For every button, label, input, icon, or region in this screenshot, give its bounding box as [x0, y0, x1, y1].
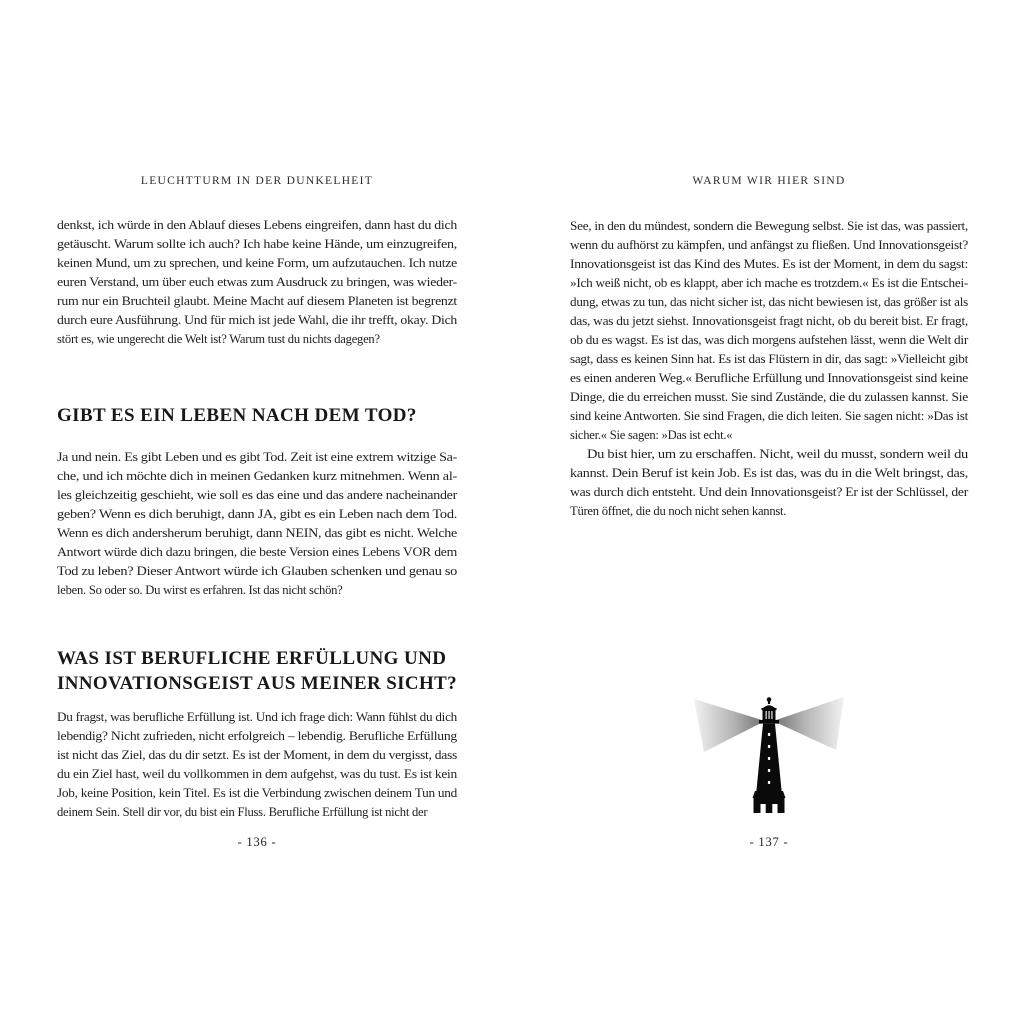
- text-line: geben? Wenn es dich beruhigt, dann JA, gibt es ein Leben nach dem Tod.: [57, 507, 457, 521]
- text-line: Dinge, die du erreichen musst. Sie sind Zustände, die du zulassen kannst. Sie: [570, 390, 968, 404]
- text-line: du ein Ziel hast, weil du vollkommen in dem aufgehst, was du tust. Es ist kein: [57, 767, 458, 781]
- text-line: sicher.« Sie sagen: »Das ist echt.«: [570, 428, 733, 442]
- text-line: che, und ich möchte dich in meinen Gedanken kurz mitnehmen. Wenn al-: [57, 469, 457, 483]
- text-line: kannst. Dein Beruf ist kein Job. Es ist das, was du in die Welt bringst, das,: [570, 466, 968, 480]
- text-line: Job, keine Position, kein Titel. Es ist die Verbindung zwischen deinem Tun und: [57, 786, 457, 800]
- text-line: sind keine Antworten. Sie sind Fragen, die dich leiten. Sie sagen nicht: »Das ist: [570, 409, 968, 423]
- lighthouse-illustration: [694, 695, 844, 820]
- text-line: rum nur ein Bruchteil glaubt. Meine Macht auf diesem Planeten ist begrenzt: [57, 294, 457, 308]
- text-line: ist nicht das Ziel, das du dir setzt. Es ist der Moment, in dem du vergisst, dass: [57, 748, 457, 762]
- text-line: wenn du aufhörst zu kämpfen, und anfängst zu fließen. Und Innovationsgeist?: [570, 238, 968, 252]
- text-line: See, in den du mündest, sondern die Bewegung selbst. Sie ist das, was passiert,: [570, 219, 968, 233]
- text-line: WAS IST BERUFLICHE ERFÜLLUNG UND: [57, 648, 447, 669]
- section-heading: [57, 648, 457, 698]
- paragraph: [57, 218, 457, 351]
- page-number-left: - 136 -: [237, 835, 277, 849]
- text-line: ob du es wagst. Es ist das, was dich morgens aufstehen lässt, wenn die Welt dir: [570, 333, 968, 347]
- section-heading: GIBT ES EIN LEBEN NACH DEM TOD?: [57, 405, 417, 426]
- text-line: les gleichzeitig geschieht, wie soll es das eine und das andere nacheinander: [57, 488, 457, 502]
- text-line: euren Verstand, um über euch etwas zum Ausdruck zu bringen, was wieder-: [57, 275, 457, 289]
- text-line: dung, etwas zu tun, das nicht sicher ist, das nicht bewiesen ist, das größer ist als: [570, 295, 968, 309]
- text-line: Ja und nein. Es gibt Leben und es gibt Tod. Zeit ist eine extrem witzige Sa-: [57, 450, 457, 464]
- text-line: denkst, ich würde in den Ablauf dieses Lebens eingreifen, dann hast du dich: [57, 218, 457, 232]
- text-line: durch eure Ausführung. Und für mich ist jede Wahl, die ihr trefft, okay. Dich: [57, 313, 457, 327]
- text-line: »Ich weiß nicht, ob es klappt, aber ich mache es trotzdem.« Es ist die Entschei-: [570, 276, 968, 290]
- text-line: das, was du jetzt siehst. Innovationsgeist fragt nicht, ob du bereit bist. Er fragt,: [570, 314, 968, 328]
- text-line: Tod zu leben? Dieser Antwort würde ich Glauben schenken und genau so: [57, 564, 457, 578]
- text-line: leben. So oder so. Du wirst es erfahren. Ist das nicht schön?: [57, 583, 343, 597]
- text-line: Türen öffnet, die du noch nicht sehen kannst.: [570, 504, 787, 518]
- text-line: Wenn es dich andersherum beruhigt, dann NEIN, das gibt es nicht. Welche: [57, 526, 457, 540]
- right-page: [570, 175, 968, 875]
- text-line: sagt, dass es keinen Sinn hat. Es ist das Flüstern in dir, das sagt: »Vielleicht gibt: [570, 352, 968, 366]
- text-line: stört es, wie ungerecht die Welt ist? Warum tust du nichts dagegen?: [57, 332, 380, 346]
- text-line: Du fragst, was berufliche Erfüllung ist. Und ich frage dich: Wann fühlst du dich: [57, 710, 457, 724]
- text-line: deinem Sein. Stell dir vor, du bist ein Fluss. Berufliche Erfüllung ist nicht der: [57, 805, 428, 819]
- text-line: getäuscht. Warum sollte ich auch? Ich habe keine Hände, um einzugreifen,: [57, 237, 457, 251]
- text-line: Du bist hier, um zu erschaffen. Nicht, weil du musst, sondern weil du: [587, 447, 968, 461]
- text-line: Innovationsgeist ist das Kind des Mutes. Es ist der Moment, in dem du sagst:: [570, 257, 968, 271]
- text-line: lebendig? Nicht zufrieden, nicht erfolgreich – lebendig. Berufliche Erfüllung: [57, 729, 457, 743]
- light-beam-left-icon: [694, 699, 765, 752]
- text-line: keinen Mund, um zu sprechen, und keine Form, um aufzutauchen. Ich nutze: [57, 256, 458, 270]
- page-number-right: - 137 -: [749, 835, 789, 849]
- paragraph: [57, 450, 457, 602]
- paragraph: [57, 710, 457, 824]
- text-line: es einen anderen Weg.« Berufliche Erfüllung und Innovationsgeist sind keine: [570, 371, 968, 385]
- paragraph: [570, 447, 968, 523]
- running-head-right: WARUM WIR HIER SIND: [692, 175, 846, 187]
- running-head-left: LEUCHTTURM IN DER DUNKELHEIT: [140, 175, 374, 187]
- light-beam-right-icon: [773, 697, 844, 750]
- lighthouse-icon: [694, 695, 844, 820]
- text-line: INNOVATIONSGEIST AUS MEINER SICHT?: [57, 673, 457, 694]
- paragraph: [570, 219, 968, 447]
- text-line: was durch dich entsteht. Und dein Innovationsgeist? Er ist der Schlüssel, der: [570, 485, 968, 499]
- text-line: Antwort würde dich dazu bringen, die beste Version eines Lebens VOR dem: [57, 545, 457, 559]
- left-page: [57, 175, 457, 875]
